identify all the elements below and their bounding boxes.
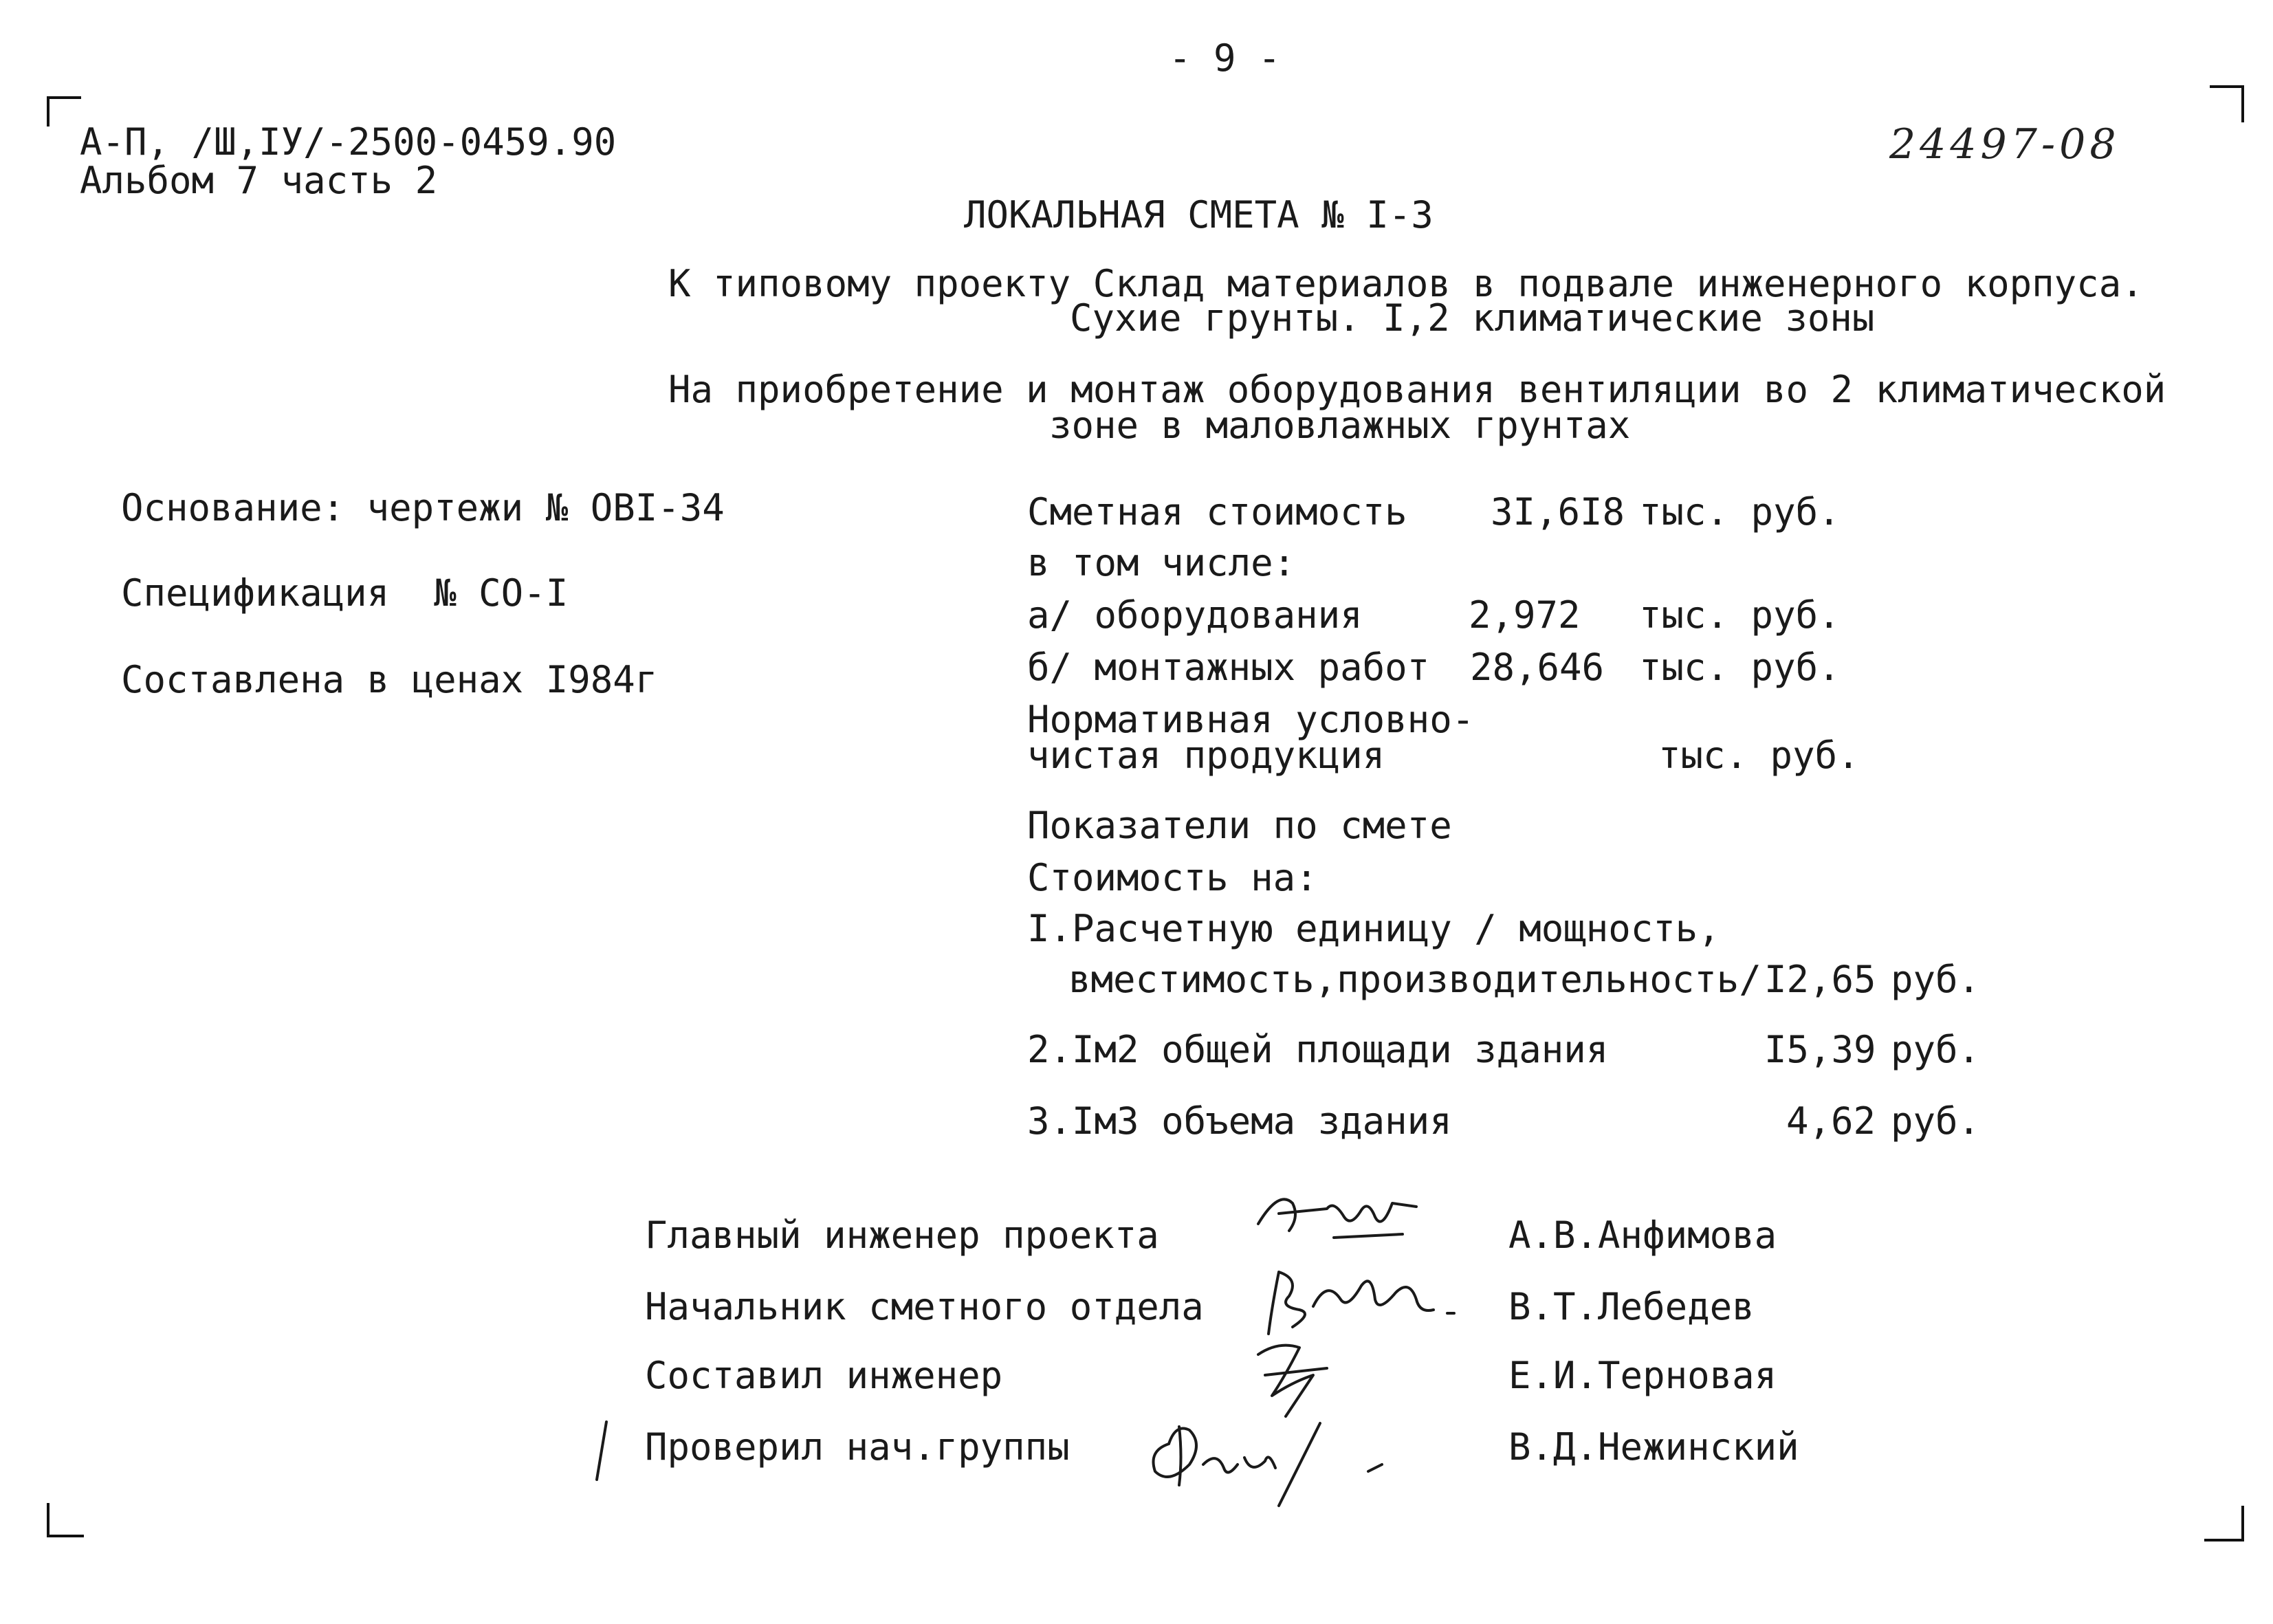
estimated-cost-value: 3I,6I8 [1491, 490, 1625, 534]
basis-drawings: Основание: чертежи № ОВI-34 [121, 486, 725, 529]
installation-cost-unit: тыс. руб. [1639, 646, 1841, 689]
corner-mark-bottom-left [47, 1503, 84, 1537]
document-title: ЛОКАЛЬНАЯ СМЕТА № I-3 [964, 193, 1434, 237]
indicator-2-unit: руб. [1891, 1028, 1981, 1071]
indicator-1-line2: вместимость,производительность/ [1068, 958, 1761, 1001]
indicator-1-line1: I.Расчетную единицу / мощность, [1027, 907, 1720, 950]
archive-number: 24497-08 [1889, 120, 2120, 168]
indicators-cost-for: Стоимость на: [1027, 856, 1318, 899]
installation-cost-label: б/ монтажных работ [1027, 646, 1430, 689]
estimated-cost-label: Сметная стоимость [1027, 490, 1407, 534]
project-description-line2: Сухие грунты. I,2 климатические зоны [1070, 296, 1875, 340]
corner-mark-bottom-right [2204, 1506, 2244, 1541]
corner-mark-top-left [47, 96, 81, 127]
signature-role-checked-by: Проверил нач.группы [645, 1425, 1070, 1469]
indicator-3-label: 3.Iм3 объема здания [1027, 1099, 1452, 1143]
signature-mark-chief-engineer [1251, 1176, 1430, 1251]
album-info: Альбом 7 часть 2 [80, 159, 438, 202]
signature-name-compiled-by: Е.И.Терновая [1508, 1354, 1777, 1397]
indicator-3-unit: руб. [1891, 1099, 1981, 1143]
signature-name-head-of-estimates: В.Т.Лебедев [1508, 1285, 1755, 1328]
equipment-cost-unit: тыс. руб. [1639, 593, 1841, 637]
indicator-2-value: I5,39 [1764, 1028, 1876, 1071]
signature-name-checked-by: В.Д.Нежинский [1508, 1425, 1799, 1469]
project-code: А-П, /Ш,IУ/-2500-0459.90 [80, 120, 617, 164]
indicator-3-value: 4,62 [1786, 1099, 1876, 1143]
signature-mark-head-of-estimates [1258, 1258, 1458, 1341]
equipment-cost-label: а/ оборудования [1027, 593, 1363, 637]
page-number: - 9 - [1169, 36, 1281, 80]
signature-mark-checked-by [1141, 1409, 1403, 1519]
signature-role-chief-engineer: Главный инженер проекта [645, 1214, 1159, 1257]
estimated-cost-unit: тыс. руб. [1639, 490, 1841, 534]
indicator-1-value: I2,65 [1764, 958, 1876, 1001]
indicator-2-label: 2.Iм2 общей площади здания [1027, 1028, 1609, 1071]
normative-unit: тыс. руб. [1658, 734, 1860, 777]
signature-role-head-of-estimates: Начальник сметного отдела [645, 1285, 1204, 1328]
indicator-1-unit: руб. [1891, 958, 1981, 1001]
signature-role-compiled-by: Составил инженер [645, 1354, 1003, 1397]
signature-name-chief-engineer: А.В.Анфимова [1508, 1214, 1777, 1257]
equipment-cost-value: 2,972 [1469, 593, 1581, 637]
signature-tick-mark [591, 1416, 612, 1485]
indicators-heading: Показатели по смете [1027, 804, 1452, 847]
basis-specification: Спецификация № СО-I [121, 571, 569, 615]
project-description-line1: К типовому проекту Склад материалов в подвале инженерного корпуса. [668, 262, 2144, 305]
purpose-line2: зоне в маловлажных грунтах [1049, 404, 1631, 447]
installation-cost-value: 28,646 [1470, 646, 1605, 689]
purpose-line1: На приобретение и монтаж оборудования вентиляции во 2 климатической [668, 368, 2166, 411]
including-label: в том числе: [1027, 541, 1296, 584]
normative-label-line2: чистая продукция [1027, 734, 1385, 777]
corner-mark-top-right [2210, 85, 2244, 122]
basis-prices: Составлена в ценах I984г [121, 658, 658, 701]
normative-label-line1: Нормативная условно- [1027, 698, 1475, 741]
